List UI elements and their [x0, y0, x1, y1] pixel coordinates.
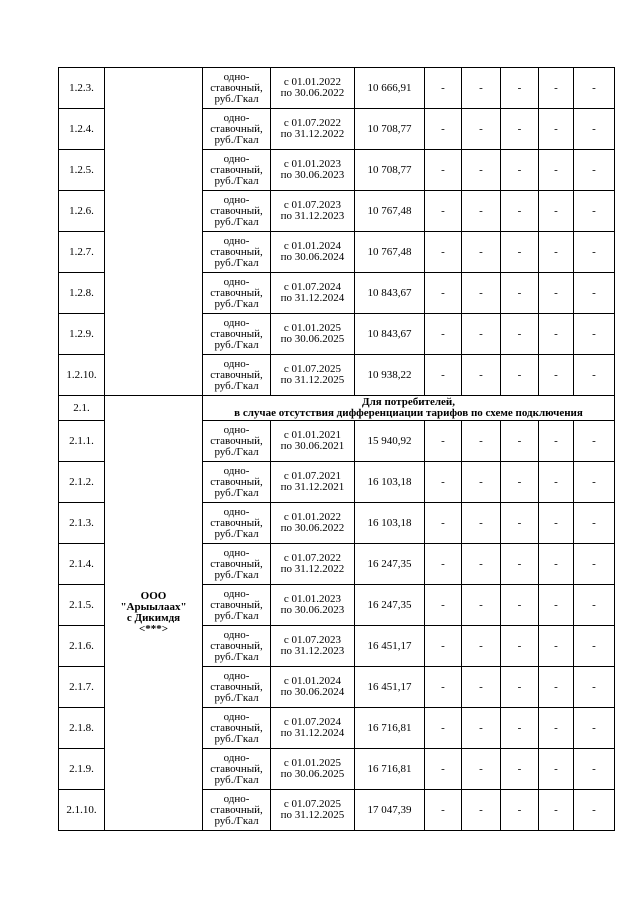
- empty-value-dash: -: [462, 191, 501, 232]
- empty-value-dash: -: [425, 626, 462, 667]
- organization-name-line: с Дикимдя: [126, 612, 181, 624]
- empty-value-dash: -: [501, 273, 539, 314]
- unit-line: ставочный,: [210, 434, 263, 447]
- period-cell: [271, 68, 355, 109]
- tariff-value: 16 451,17: [355, 626, 425, 667]
- organization-cell: [105, 68, 203, 396]
- unit-line: ставочный,: [210, 122, 263, 135]
- row-number: 2.1.3.: [59, 503, 105, 544]
- empty-value-dash: -: [574, 462, 615, 503]
- unit-cell: [203, 626, 271, 667]
- period-line: по 30.06.2024: [280, 686, 345, 698]
- period-line: по 31.12.2024: [280, 292, 345, 304]
- period-line: с 01.07.2025: [283, 363, 342, 375]
- row-number: 1.2.6.: [59, 191, 105, 232]
- empty-value-dash: -: [539, 355, 574, 396]
- unit-line: одно-: [223, 505, 250, 518]
- empty-value-dash: -: [501, 626, 539, 667]
- period-cell: [271, 314, 355, 355]
- tariff-value: 17 047,39: [355, 790, 425, 831]
- row-number: 1.2.7.: [59, 232, 105, 273]
- unit-line: руб./Гкал: [214, 297, 259, 310]
- unit-line: ставочный,: [210, 557, 263, 570]
- unit-line: ставочный,: [210, 516, 263, 529]
- empty-value-dash: -: [574, 790, 615, 831]
- tariff-table: [58, 67, 615, 831]
- empty-value-dash: -: [501, 503, 539, 544]
- unit-line: одно-: [223, 587, 250, 600]
- period-cell: [271, 191, 355, 232]
- period-cell: [271, 273, 355, 314]
- empty-value-dash: -: [574, 232, 615, 273]
- section-row: [59, 396, 615, 421]
- empty-value-dash: -: [462, 790, 501, 831]
- organization-name-line: ООО: [140, 590, 167, 602]
- unit-line: руб./Гкал: [214, 379, 259, 392]
- unit-cell: [203, 68, 271, 109]
- row-number: 2.1.10.: [59, 790, 105, 831]
- organization-cell: [105, 396, 203, 831]
- empty-value-dash: -: [462, 626, 501, 667]
- period-line: с 01.01.2025: [283, 322, 342, 334]
- period-line: с 01.01.2022: [283, 511, 342, 523]
- unit-cell: [203, 273, 271, 314]
- period-cell: [271, 462, 355, 503]
- unit-line: одно-: [223, 70, 250, 83]
- empty-value-dash: -: [574, 544, 615, 585]
- unit-line: руб./Гкал: [214, 256, 259, 269]
- tariff-value: 16 716,81: [355, 708, 425, 749]
- empty-value-dash: -: [501, 749, 539, 790]
- tariff-value: 10 938,22: [355, 355, 425, 396]
- empty-value-dash: -: [425, 708, 462, 749]
- unit-cell: [203, 355, 271, 396]
- empty-value-dash: -: [425, 109, 462, 150]
- empty-value-dash: -: [425, 232, 462, 273]
- unit-cell: [203, 150, 271, 191]
- unit-line: одно-: [223, 546, 250, 559]
- unit-line: руб./Гкал: [214, 92, 259, 105]
- empty-value-dash: -: [462, 503, 501, 544]
- tariff-value: 16 247,35: [355, 585, 425, 626]
- empty-value-dash: -: [501, 708, 539, 749]
- unit-cell: [203, 749, 271, 790]
- empty-value-dash: -: [462, 68, 501, 109]
- row-number: 1.2.3.: [59, 68, 105, 109]
- unit-cell: [203, 232, 271, 273]
- unit-line: одно-: [223, 628, 250, 641]
- empty-value-dash: -: [462, 421, 501, 462]
- empty-value-dash: -: [501, 314, 539, 355]
- unit-line: руб./Гкал: [214, 174, 259, 187]
- unit-line: руб./Гкал: [214, 527, 259, 540]
- empty-value-dash: -: [462, 462, 501, 503]
- unit-line: руб./Гкал: [214, 773, 259, 786]
- period-cell: [271, 355, 355, 396]
- period-line: с 01.01.2023: [283, 158, 342, 170]
- tariff-table-body: [59, 68, 615, 831]
- empty-value-dash: -: [539, 749, 574, 790]
- empty-value-dash: -: [539, 462, 574, 503]
- empty-value-dash: -: [501, 585, 539, 626]
- period-line: с 01.07.2022: [283, 117, 342, 129]
- empty-value-dash: -: [539, 585, 574, 626]
- unit-line: ставочный,: [210, 475, 263, 488]
- unit-line: одно-: [223, 792, 250, 805]
- period-line: с 01.01.2025: [283, 757, 342, 769]
- empty-value-dash: -: [462, 667, 501, 708]
- unit-cell: [203, 421, 271, 462]
- empty-value-dash: -: [501, 421, 539, 462]
- tariff-value: 16 103,18: [355, 503, 425, 544]
- empty-value-dash: -: [501, 109, 539, 150]
- period-line: с 01.07.2024: [283, 281, 342, 293]
- empty-value-dash: -: [574, 708, 615, 749]
- unit-line: руб./Гкал: [214, 650, 259, 663]
- unit-cell: [203, 667, 271, 708]
- period-line: с 01.01.2022: [283, 76, 342, 88]
- empty-value-dash: -: [574, 109, 615, 150]
- unit-cell: [203, 544, 271, 585]
- period-line: по 30.06.2022: [280, 87, 345, 99]
- empty-value-dash: -: [425, 68, 462, 109]
- unit-cell: [203, 708, 271, 749]
- unit-line: ставочный,: [210, 245, 263, 258]
- empty-value-dash: -: [574, 68, 615, 109]
- period-line: по 31.12.2021: [280, 481, 345, 493]
- period-line: по 31.12.2025: [280, 374, 345, 386]
- empty-value-dash: -: [462, 708, 501, 749]
- unit-line: одно-: [223, 669, 250, 682]
- row-number: 2.1.9.: [59, 749, 105, 790]
- period-line: с 01.07.2024: [283, 716, 342, 728]
- empty-value-dash: -: [501, 191, 539, 232]
- empty-value-dash: -: [425, 790, 462, 831]
- section-title-line: Для потребителей,: [362, 396, 455, 408]
- unit-line: одно-: [223, 316, 250, 329]
- empty-value-dash: -: [539, 314, 574, 355]
- period-line: с 01.01.2024: [283, 675, 342, 687]
- empty-value-dash: -: [539, 421, 574, 462]
- empty-value-dash: -: [574, 749, 615, 790]
- row-number: 2.1.2.: [59, 462, 105, 503]
- unit-line: одно-: [223, 464, 250, 477]
- empty-value-dash: -: [574, 421, 615, 462]
- tariff-value: 10 708,77: [355, 109, 425, 150]
- tariff-value: 10 666,91: [355, 68, 425, 109]
- period-line: с 01.07.2021: [283, 470, 342, 482]
- unit-cell: [203, 790, 271, 831]
- empty-value-dash: -: [539, 150, 574, 191]
- empty-value-dash: -: [501, 790, 539, 831]
- empty-value-dash: -: [539, 232, 574, 273]
- period-cell: [271, 708, 355, 749]
- empty-value-dash: -: [574, 585, 615, 626]
- period-cell: [271, 626, 355, 667]
- unit-cell: [203, 462, 271, 503]
- empty-value-dash: -: [501, 232, 539, 273]
- unit-line: одно-: [223, 152, 250, 165]
- unit-cell: [203, 109, 271, 150]
- period-line: по 30.06.2023: [280, 169, 345, 181]
- empty-value-dash: -: [501, 150, 539, 191]
- empty-value-dash: -: [574, 191, 615, 232]
- empty-value-dash: -: [462, 314, 501, 355]
- empty-value-dash: -: [425, 462, 462, 503]
- period-cell: [271, 150, 355, 191]
- row-number: 2.1.5.: [59, 585, 105, 626]
- unit-line: ставочный,: [210, 803, 263, 816]
- empty-value-dash: -: [462, 232, 501, 273]
- unit-line: руб./Гкал: [214, 691, 259, 704]
- empty-value-dash: -: [425, 355, 462, 396]
- unit-line: ставочный,: [210, 680, 263, 693]
- unit-line: одно-: [223, 111, 250, 124]
- row-number: 2.1.8.: [59, 708, 105, 749]
- period-line: по 30.06.2025: [280, 333, 345, 345]
- unit-line: ставочный,: [210, 204, 263, 217]
- tariff-value: 10 843,67: [355, 273, 425, 314]
- period-line: по 30.06.2022: [280, 522, 345, 534]
- empty-value-dash: -: [539, 790, 574, 831]
- empty-value-dash: -: [574, 667, 615, 708]
- empty-value-dash: -: [501, 462, 539, 503]
- period-line: по 30.06.2023: [280, 604, 345, 616]
- empty-value-dash: -: [462, 544, 501, 585]
- empty-value-dash: -: [501, 667, 539, 708]
- unit-line: руб./Гкал: [214, 215, 259, 228]
- period-line: с 01.01.2023: [283, 593, 342, 605]
- period-cell: [271, 585, 355, 626]
- empty-value-dash: -: [539, 191, 574, 232]
- period-cell: [271, 749, 355, 790]
- empty-value-dash: -: [425, 150, 462, 191]
- empty-value-dash: -: [462, 273, 501, 314]
- unit-cell: [203, 585, 271, 626]
- empty-value-dash: -: [574, 355, 615, 396]
- unit-cell: [203, 191, 271, 232]
- period-line: по 30.06.2021: [280, 440, 345, 452]
- unit-line: одно-: [223, 275, 250, 288]
- tariff-value: 16 716,81: [355, 749, 425, 790]
- period-line: по 31.12.2023: [280, 645, 345, 657]
- unit-line: руб./Гкал: [214, 133, 259, 146]
- empty-value-dash: -: [574, 314, 615, 355]
- tariff-value: 10 708,77: [355, 150, 425, 191]
- period-line: с 01.01.2021: [283, 429, 342, 441]
- row-number: 1.2.4.: [59, 109, 105, 150]
- empty-value-dash: -: [462, 749, 501, 790]
- section-title-line: в случае отсутствия дифференциации тарифов по схеме подключения: [234, 407, 583, 419]
- empty-value-dash: -: [574, 273, 615, 314]
- empty-value-dash: -: [425, 191, 462, 232]
- organization-name-line: <***>: [138, 623, 169, 635]
- period-cell: [271, 232, 355, 273]
- unit-line: руб./Гкал: [214, 486, 259, 499]
- empty-value-dash: -: [501, 355, 539, 396]
- unit-cell: [203, 503, 271, 544]
- period-cell: [271, 503, 355, 544]
- empty-value-dash: -: [574, 150, 615, 191]
- empty-value-dash: -: [462, 355, 501, 396]
- tariff-value: 16 451,17: [355, 667, 425, 708]
- period-line: по 31.12.2025: [280, 809, 345, 821]
- period-line: с 01.07.2022: [283, 552, 342, 564]
- unit-line: ставочный,: [210, 163, 263, 176]
- period-line: по 31.12.2024: [280, 727, 345, 739]
- empty-value-dash: -: [539, 708, 574, 749]
- unit-line: руб./Гкал: [214, 814, 259, 827]
- empty-value-dash: -: [425, 314, 462, 355]
- empty-value-dash: -: [425, 544, 462, 585]
- unit-line: одно-: [223, 193, 250, 206]
- row-number: 2.1.4.: [59, 544, 105, 585]
- empty-value-dash: -: [425, 749, 462, 790]
- period-line: по 31.12.2023: [280, 210, 345, 222]
- period-line: по 30.06.2024: [280, 251, 345, 263]
- empty-value-dash: -: [425, 273, 462, 314]
- empty-value-dash: -: [501, 68, 539, 109]
- unit-line: руб./Гкал: [214, 732, 259, 745]
- unit-line: одно-: [223, 710, 250, 723]
- unit-line: ставочный,: [210, 81, 263, 94]
- section-title: [203, 396, 615, 421]
- period-cell: [271, 790, 355, 831]
- empty-value-dash: -: [539, 68, 574, 109]
- unit-line: ставочный,: [210, 286, 263, 299]
- unit-line: руб./Гкал: [214, 568, 259, 581]
- empty-value-dash: -: [501, 544, 539, 585]
- unit-line: одно-: [223, 357, 250, 370]
- empty-value-dash: -: [539, 109, 574, 150]
- tariff-value: 15 940,92: [355, 421, 425, 462]
- empty-value-dash: -: [539, 626, 574, 667]
- period-cell: [271, 544, 355, 585]
- unit-line: руб./Гкал: [214, 609, 259, 622]
- empty-value-dash: -: [462, 150, 501, 191]
- empty-value-dash: -: [574, 503, 615, 544]
- unit-line: руб./Гкал: [214, 445, 259, 458]
- tariff-value: 10 767,48: [355, 191, 425, 232]
- tariff-value: 10 843,67: [355, 314, 425, 355]
- unit-line: одно-: [223, 751, 250, 764]
- row-number: 1.2.8.: [59, 273, 105, 314]
- unit-line: ставочный,: [210, 368, 263, 381]
- empty-value-dash: -: [539, 667, 574, 708]
- empty-value-dash: -: [539, 273, 574, 314]
- unit-line: ставочный,: [210, 639, 263, 652]
- unit-line: руб./Гкал: [214, 338, 259, 351]
- period-line: по 31.12.2022: [280, 128, 345, 140]
- empty-value-dash: -: [425, 503, 462, 544]
- row-number: 2.1.6.: [59, 626, 105, 667]
- organization-name-line: "Арыылаах": [120, 601, 187, 613]
- row-number: 2.1.7.: [59, 667, 105, 708]
- period-line: с 01.07.2023: [283, 199, 342, 211]
- unit-line: одно-: [223, 423, 250, 436]
- row-number: 1.2.9.: [59, 314, 105, 355]
- tariff-value: 16 247,35: [355, 544, 425, 585]
- empty-value-dash: -: [539, 503, 574, 544]
- empty-value-dash: -: [574, 626, 615, 667]
- period-line: с 01.01.2024: [283, 240, 342, 252]
- unit-line: одно-: [223, 234, 250, 247]
- table-row: [59, 68, 615, 109]
- section-number: 2.1.: [59, 396, 105, 421]
- empty-value-dash: -: [462, 585, 501, 626]
- unit-line: ставочный,: [210, 598, 263, 611]
- unit-line: ставочный,: [210, 721, 263, 734]
- unit-cell: [203, 314, 271, 355]
- period-cell: [271, 667, 355, 708]
- unit-line: ставочный,: [210, 327, 263, 340]
- period-cell: [271, 421, 355, 462]
- empty-value-dash: -: [462, 109, 501, 150]
- empty-value-dash: -: [425, 585, 462, 626]
- row-number: 1.2.10.: [59, 355, 105, 396]
- empty-value-dash: -: [425, 421, 462, 462]
- period-cell: [271, 109, 355, 150]
- empty-value-dash: -: [425, 667, 462, 708]
- tariff-value: 16 103,18: [355, 462, 425, 503]
- period-line: по 31.12.2022: [280, 563, 345, 575]
- tariff-value: 10 767,48: [355, 232, 425, 273]
- row-number: 1.2.5.: [59, 150, 105, 191]
- empty-value-dash: -: [539, 544, 574, 585]
- unit-line: ставочный,: [210, 762, 263, 775]
- period-line: с 01.07.2025: [283, 798, 342, 810]
- period-line: с 01.07.2023: [283, 634, 342, 646]
- row-number: 2.1.1.: [59, 421, 105, 462]
- period-line: по 30.06.2025: [280, 768, 345, 780]
